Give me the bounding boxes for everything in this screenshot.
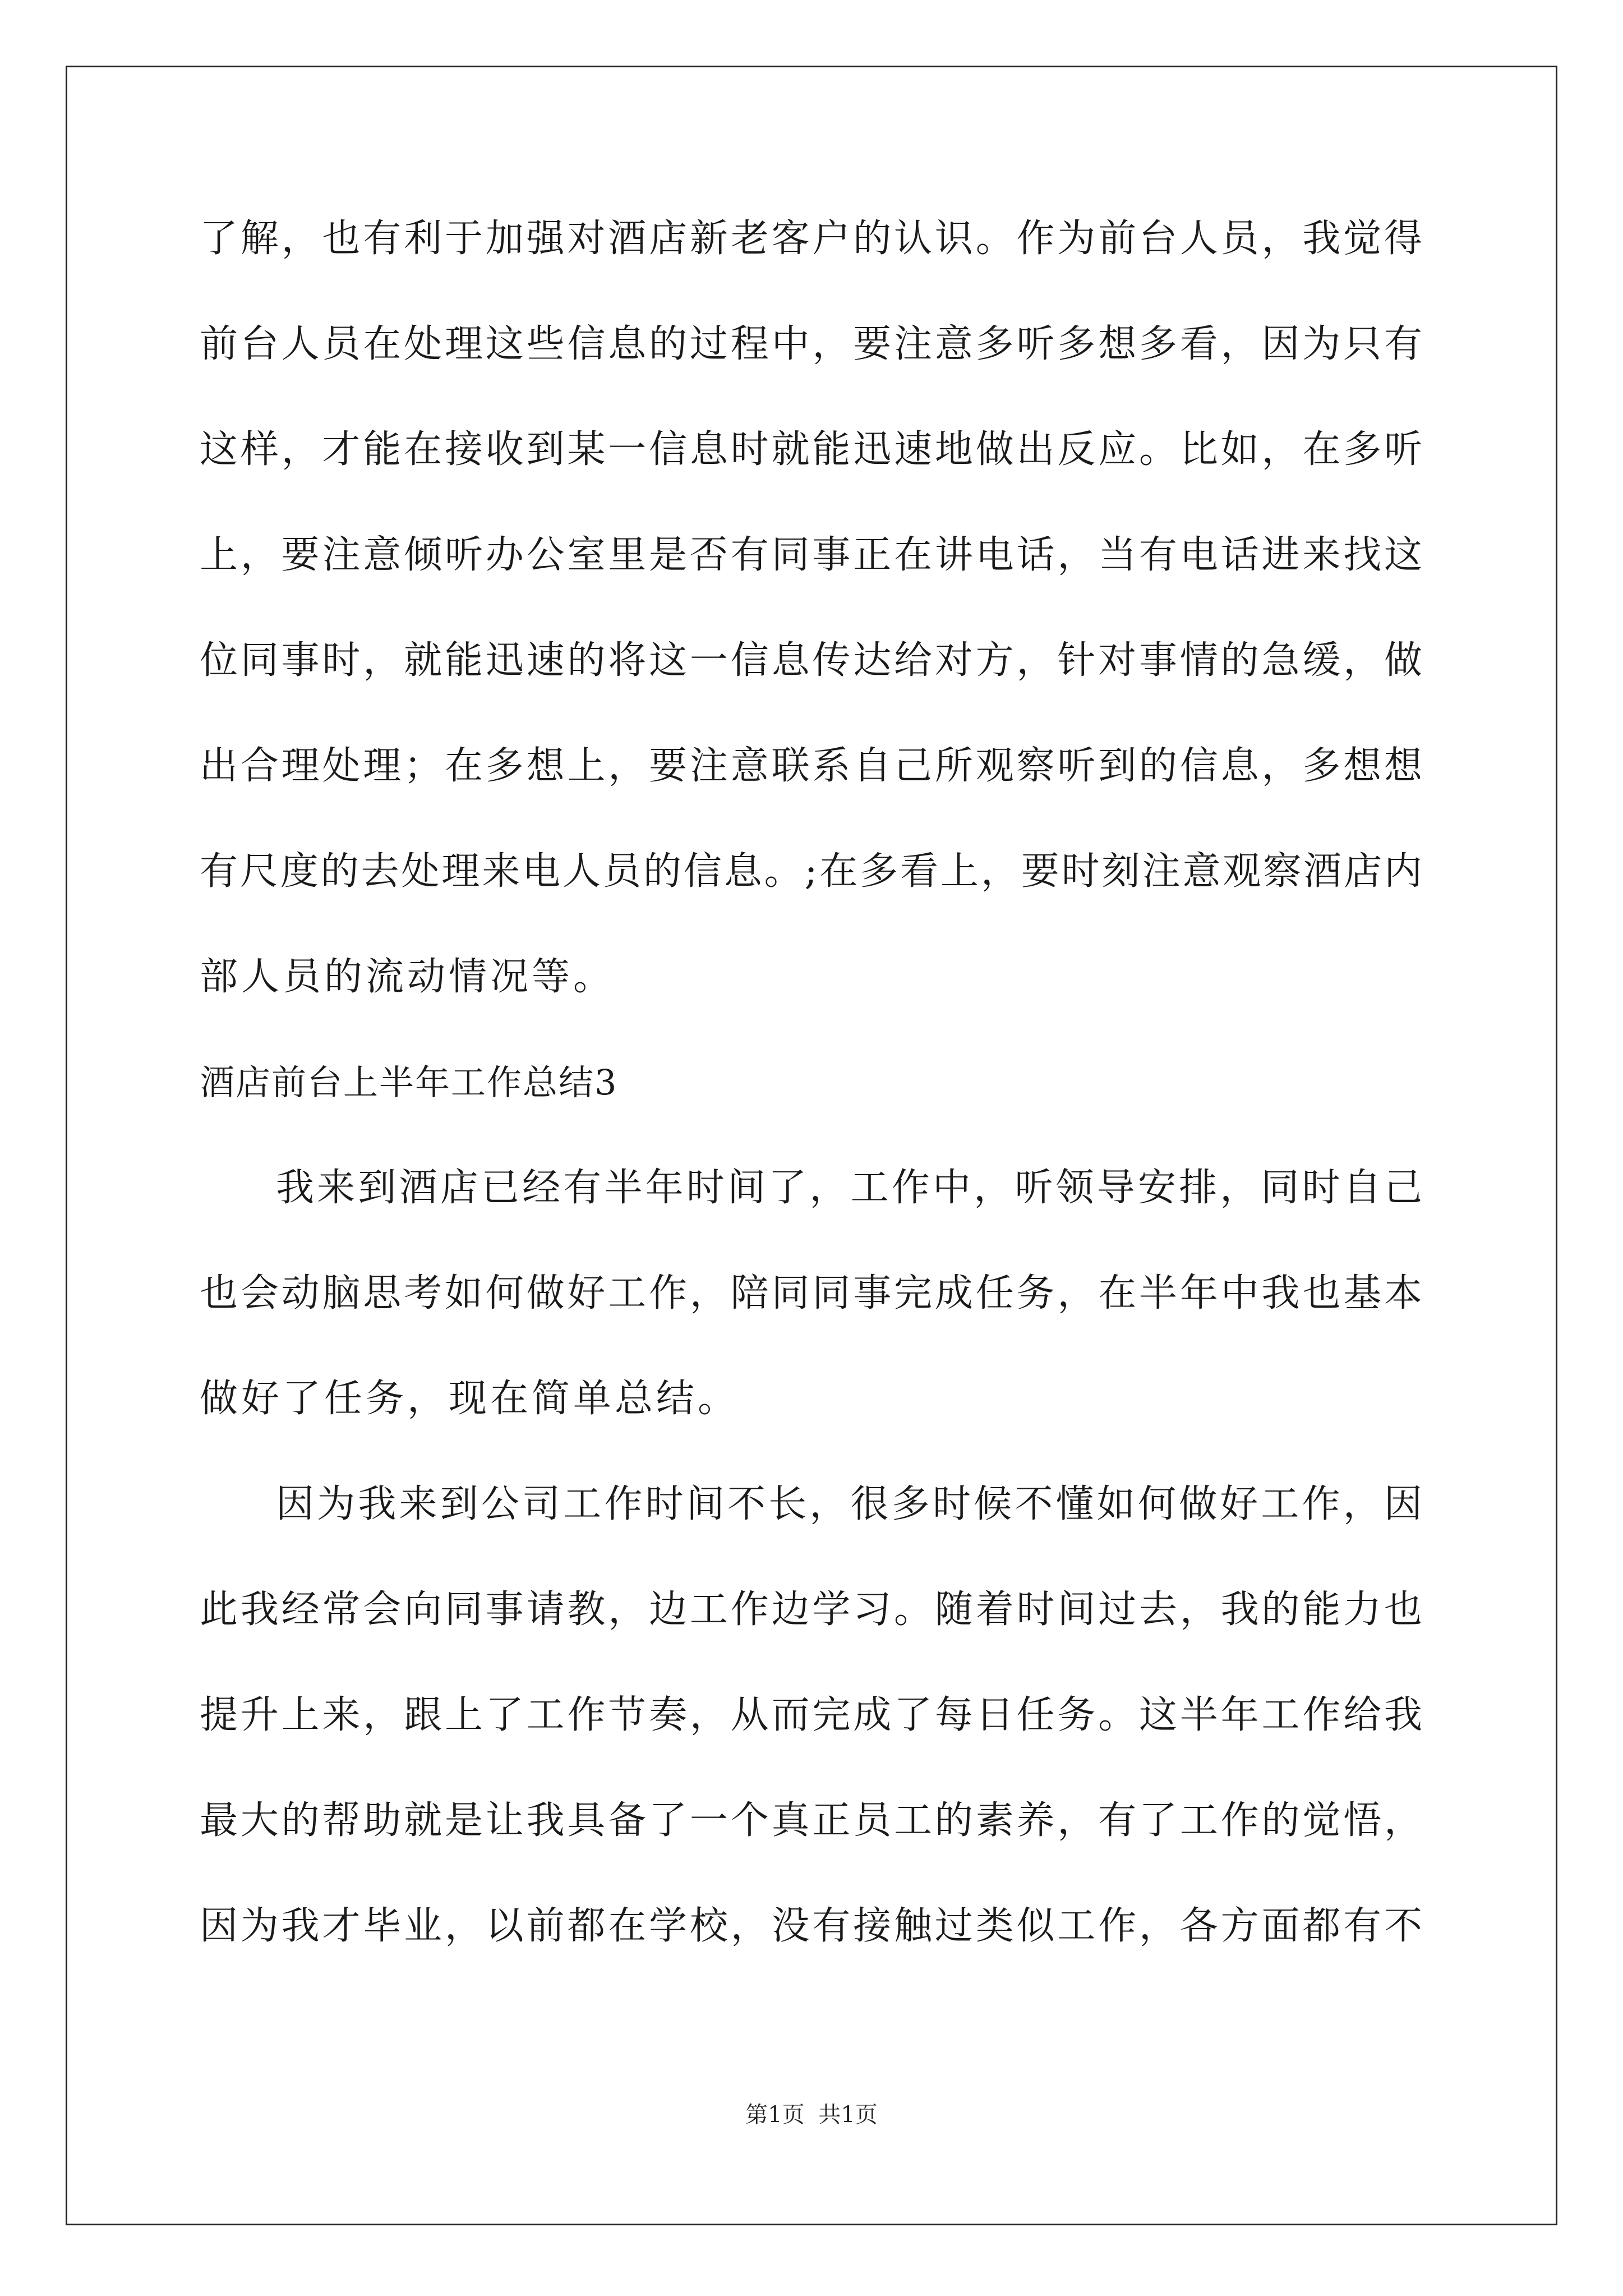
text-line: 了解，也有利于加强对酒店新老客户的认识。作为前台人员，我觉得 bbox=[200, 217, 1422, 261]
text-line: 上，要注意倾听办公室里是否有同事正在讲电话，当有电话进来找这 bbox=[200, 533, 1422, 577]
text-line: 这样，才能在接收到某一信息时就能迅速地做出反应。比如，在多听 bbox=[200, 427, 1422, 472]
text-line: 位同事时，就能迅速的将这一信息传达给对方，针对事情的急缓，做 bbox=[200, 638, 1422, 683]
page-number: 第1页 bbox=[745, 2102, 805, 2128]
document-body bbox=[200, 211, 1422, 2004]
page-count: 共1页 bbox=[818, 2102, 878, 2128]
paragraph-line: 因为我才毕业，以前都在学校，没有接触过类似工作，各方面都有不 bbox=[200, 1904, 1422, 1948]
paragraph-line: 最大的帮助就是让我具备了一个真正员工的素养，有了工作的觉悟， bbox=[200, 1798, 1422, 1843]
paragraph-line: 做好了任务，现在简单总结。 bbox=[200, 1377, 740, 1421]
paragraph-line: 此我经常会向同事请教，边工作边学习。随着时间过去，我的能力也 bbox=[200, 1588, 1422, 1632]
text-line: 出合理处理；在多想上，要注意联系自己所观察听到的信息，多想想 bbox=[200, 744, 1422, 788]
page-footer bbox=[0, 2101, 1623, 2129]
paragraph-line: 因为我来到公司工作时间不长，很多时候不懂如何做好工作，因 bbox=[276, 1482, 1422, 1526]
text-line: 有尺度的去处理来电人员的信息。;在多看上，要时刻注意观察酒店内 bbox=[200, 849, 1422, 894]
section-heading: 酒店前台上半年工作总结3 bbox=[200, 1062, 618, 1103]
text-line: 部人员的流动情况等。 bbox=[200, 955, 615, 999]
paragraph-line: 我来到酒店已经有半年时间了，工作中，听领导安排，同时自己 bbox=[276, 1166, 1422, 1210]
text-line: 前台人员在处理这些信息的过程中，要注意多听多想多看，因为只有 bbox=[200, 322, 1422, 366]
paragraph-line: 提升上来，跟上了工作节奏，从而完成了每日任务。这半年工作给我 bbox=[200, 1693, 1422, 1737]
paragraph-line: 也会动脑思考如何做好工作，陪同同事完成任务，在半年中我也基本 bbox=[200, 1271, 1422, 1315]
